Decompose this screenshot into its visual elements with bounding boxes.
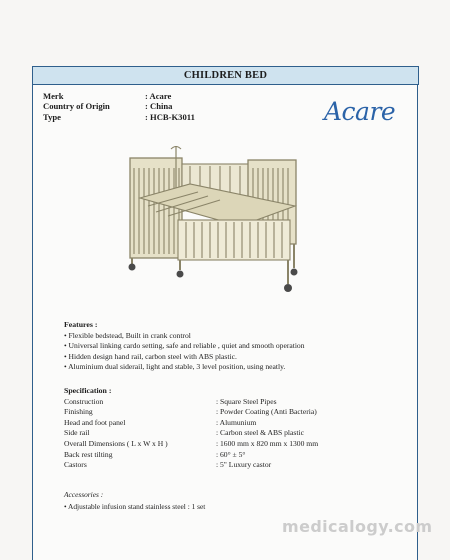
brand-logo: Acare [324,97,396,126]
spec-row [64,397,318,408]
spec-row [64,418,318,429]
watermark: medicalogy.com [282,517,433,536]
info-label: Type [43,111,61,122]
feature-item: • Hidden design hand rail, carbon steel with ABS plastic. [64,351,237,361]
page-title: CHILDREN BED [32,66,419,85]
info-value: : China [145,101,173,112]
accessory-item: • Adjustable infusion stand stainless steel : 1 set [64,501,206,511]
accessories-section [64,489,205,512]
spec-label: Construction [64,396,104,406]
specification-section [64,386,318,471]
spec-label: Head and foot panel [64,417,126,427]
feature-item: • Universal linking cardo setting, safe and reliable , quiet and smooth operation [64,341,305,351]
spec-row [64,407,318,418]
info-label: Merk [43,91,64,101]
features-heading: Features : [64,320,98,329]
spec-label: Back rest tilting [64,449,113,459]
info-label: Country of Origin [43,101,110,112]
spec-value: : Alumunium [216,417,257,427]
features-section [64,320,305,373]
spec-value: : 5" Luxury castor [216,460,272,470]
spec-value: : Carbon steel & ABS plastic [216,428,304,438]
spec-label: Finishing [64,407,93,417]
spec-row [64,460,318,471]
specification-heading: Specification : [64,386,112,395]
spec-row [64,450,318,461]
product-info [43,91,195,122]
spec-row [64,439,318,450]
document-sheet [32,66,418,560]
spec-label: Castors [64,460,87,470]
spec-label: Overall Dimensions ( L x W x H ) [64,438,168,448]
feature-item: • Flexible bedstead, Built in crank control [64,330,191,340]
spec-label: Side rail [64,428,90,438]
accessories-heading: Accessories : [64,490,104,499]
info-row-type [43,112,195,122]
bed-illustration [120,146,320,298]
info-value: : Acare [145,91,172,101]
spec-value: : 60° ± 5° [216,449,246,459]
info-value: : HCB-K3011 [145,111,195,122]
spec-value: : Square Steel Pipes [216,396,277,406]
spec-value: : 1600 mm x 820 mm x 1300 mm [216,438,319,448]
info-row-merk [43,91,195,101]
info-row-country [43,101,195,111]
feature-item: • Aluminium dual siderail, light and stable, 3 level position, using neatly. [64,362,286,372]
spec-row [64,428,318,439]
spec-value: : Powder Coating (Anti Bacteria) [216,407,317,417]
